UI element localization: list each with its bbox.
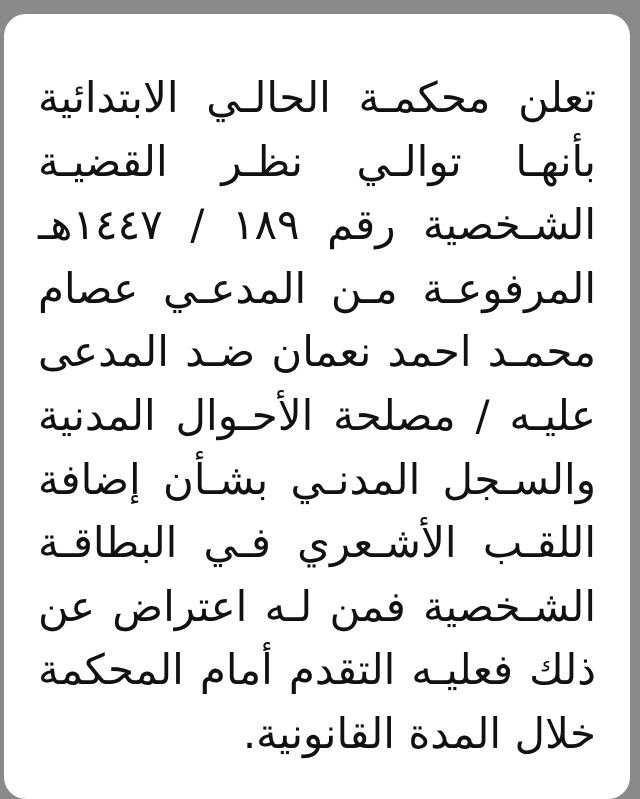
notice-card bbox=[4, 14, 630, 799]
notice-line: الشـخصية فمن لـه اعتراض عن bbox=[38, 581, 596, 631]
notice-line: اللقـب الأشـعري فـي البطاقـة bbox=[38, 518, 596, 568]
notice-text bbox=[38, 66, 596, 766]
notice-line-last: خلال المدة القانونية. bbox=[242, 708, 596, 758]
notice-line: المرفوعـة مـن المدعـي عصام bbox=[38, 263, 596, 313]
notice-line: والسـجل المدنـي بشـأن إضافة bbox=[38, 454, 596, 504]
notice-line: الشـخصية رقم ١٨٩ / ١٤٤٧هـ bbox=[38, 200, 596, 250]
notice-line: محمـد احمد نعمان ضـد المدعى bbox=[38, 327, 596, 377]
notice-line: تعلن محكمـة الحالـي الابتدائية bbox=[38, 73, 596, 122]
notice-line: عليـه / مصلحة الأحـوال المدنية bbox=[38, 390, 596, 440]
notice-line: بأنهـا توالـي نظـر القضيـة bbox=[38, 136, 596, 186]
notice-line: ذلك فعليـه التقدم أمام المحكمة bbox=[38, 645, 596, 695]
